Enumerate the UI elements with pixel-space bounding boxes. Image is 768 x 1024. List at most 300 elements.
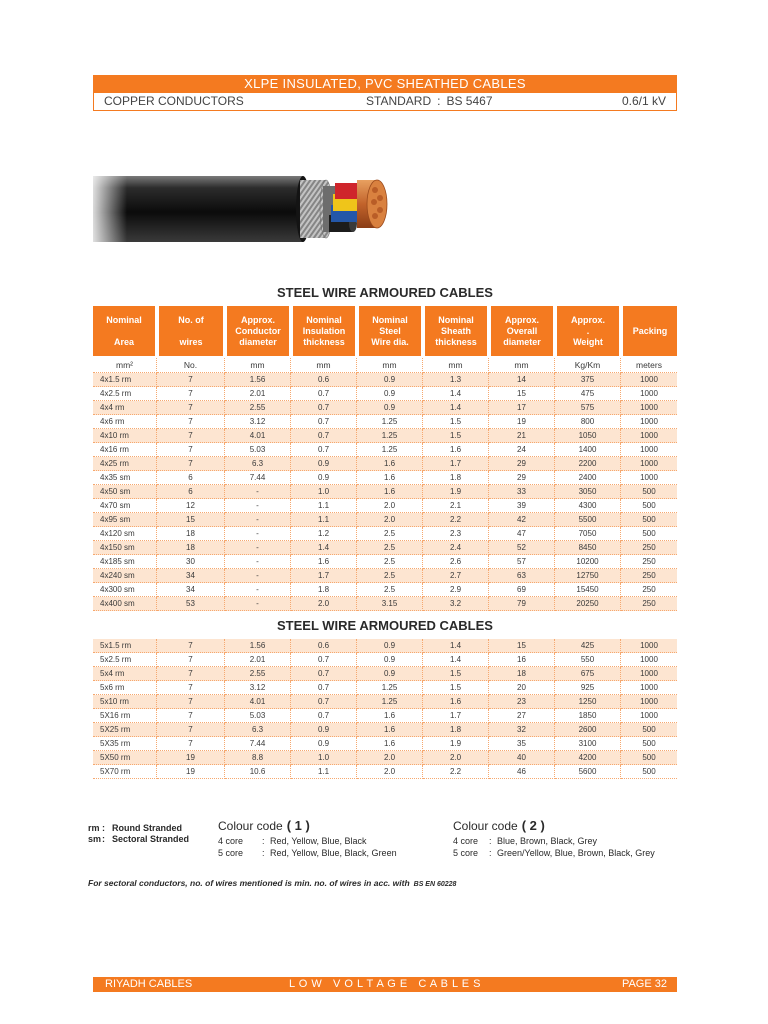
units-row: [93, 358, 677, 373]
column-header-line: Wire dia.: [371, 336, 409, 347]
table-cell: 250: [621, 583, 677, 597]
page-number: PAGE 32: [621, 978, 667, 990]
table-cell: 0.9: [291, 471, 357, 485]
table-cell: 0.9: [291, 723, 357, 737]
legend-separator: :: [102, 834, 105, 844]
table-cell: 1000: [621, 429, 677, 443]
table-row: [93, 387, 677, 401]
table-cell: 1.6: [357, 737, 423, 751]
table-cell: 8450: [555, 541, 621, 555]
cable-size-cell: 4x70 sm: [93, 499, 157, 513]
column-header-line: Weight: [573, 336, 603, 347]
colour-code-entry: [453, 847, 655, 859]
table-cell: 0.7: [291, 401, 357, 415]
table-cell: 1000: [621, 387, 677, 401]
table-cell: 1.5: [423, 681, 489, 695]
copper-conductor: [357, 180, 387, 228]
table-cell: -: [225, 597, 291, 611]
table-cell: 2.0: [357, 765, 423, 779]
table-cell: 250: [621, 569, 677, 583]
table-cell: 0.9: [357, 667, 423, 681]
table-cell: 15: [157, 513, 225, 527]
table-cell: 1.6: [357, 485, 423, 499]
table-cell: 1000: [621, 373, 677, 387]
table-cell: 33: [489, 485, 555, 499]
voltage-rating: 0.6/1 kV: [621, 94, 666, 108]
table-cell: 5500: [555, 513, 621, 527]
table-cell: 20250: [555, 597, 621, 611]
table-cell: 1.2: [291, 527, 357, 541]
table-cell: 2.5: [357, 555, 423, 569]
table-cell: -: [225, 527, 291, 541]
column-header-line: Nominal: [306, 314, 342, 325]
table-cell: 34: [157, 583, 225, 597]
table-cell: 1.1: [291, 513, 357, 527]
table-cell: 7.44: [225, 471, 291, 485]
table-cell: 1000: [621, 443, 677, 457]
table-cell: 500: [621, 765, 677, 779]
colour-code-2: [453, 818, 655, 859]
table-row: [93, 485, 677, 499]
table-cell: 1.5: [423, 667, 489, 681]
column-header-line: thickness: [435, 336, 477, 347]
table-cell: -: [225, 513, 291, 527]
table-cell: -: [225, 499, 291, 513]
table-cell: 35: [489, 737, 555, 751]
table-cell: 1.4: [423, 653, 489, 667]
cable-size-cell: 4x1.5 rm: [93, 373, 157, 387]
unit-cell: No.: [157, 358, 225, 373]
table-cell: 2.0: [357, 499, 423, 513]
core-count: 4 core: [218, 836, 244, 846]
table-cell: 42: [489, 513, 555, 527]
table-cell: 1000: [621, 695, 677, 709]
legend-separator: :: [102, 823, 105, 833]
colour-code-entry: [453, 835, 655, 847]
cable-size-cell: 4x240 sm: [93, 569, 157, 583]
table-cell: 1.5: [423, 429, 489, 443]
table-cell: 1.6: [357, 457, 423, 471]
standard-value: BS 5467: [446, 94, 493, 108]
table-row: [93, 443, 677, 457]
note-text: For sectoral conductors, no. of wires mentioned is min. no. of wires in acc. with: [88, 878, 410, 888]
table-cell: 1.25: [357, 429, 423, 443]
table-cell: 5600: [555, 765, 621, 779]
table-cell: 1.25: [357, 443, 423, 457]
table-cell: 0.7: [291, 443, 357, 457]
colour-code-number: ( 1 ): [286, 818, 310, 833]
table-cell: 4300: [555, 499, 621, 513]
table-cell: 2.5: [357, 527, 423, 541]
table-cell: 1.6: [291, 555, 357, 569]
table-cell: 0.7: [291, 695, 357, 709]
table-cell: 1.8: [291, 583, 357, 597]
cable-size-cell: 4x4 rm: [93, 401, 157, 415]
column-header-line: Nominal: [438, 314, 474, 325]
table-cell: 7: [157, 695, 225, 709]
table-row: [93, 541, 677, 555]
table-cell: 0.7: [291, 681, 357, 695]
colour-code-entry: [218, 835, 397, 847]
column-header: [623, 306, 677, 356]
table-row: [93, 401, 677, 415]
cable-size-cell: 4x25 rm: [93, 457, 157, 471]
table-cell: 375: [555, 373, 621, 387]
standard-separator: :: [437, 94, 441, 108]
table-row: [93, 667, 677, 681]
table-cell: 1.7: [291, 569, 357, 583]
table-row: [93, 513, 677, 527]
column-header: [293, 306, 355, 356]
table-cell: 2.7: [423, 569, 489, 583]
table-cell: 0.6: [291, 639, 357, 653]
stranding-legend-item: [88, 823, 189, 834]
table-cell: -: [225, 555, 291, 569]
conductor-type: COPPER CONDUCTORS: [104, 94, 244, 108]
cable-size-cell: 4x50 sm: [93, 485, 157, 499]
table-cell: 1.25: [357, 681, 423, 695]
table-cell: 2200: [555, 457, 621, 471]
stranding-description: Sectoral Stranded: [112, 834, 190, 844]
table1-body: [93, 373, 677, 611]
table-cell: 6.3: [225, 723, 291, 737]
core-colours: Red, Yellow, Blue, Black, Green: [270, 848, 397, 858]
table-cell: 4.01: [225, 695, 291, 709]
footer-company: RIYADH CABLES: [105, 978, 193, 990]
column-header-line: thickness: [303, 336, 345, 347]
table-row: [93, 429, 677, 443]
table-cell: 1.4: [423, 387, 489, 401]
table-cell: 2.0: [357, 513, 423, 527]
table-cell: 7: [157, 401, 225, 415]
table-cell: 1.1: [291, 765, 357, 779]
cable-outer-sheath: [93, 176, 310, 242]
note-standard: BS EN 60228: [413, 881, 457, 888]
table-cell: 2.1: [423, 499, 489, 513]
table-cell: 2.0: [357, 751, 423, 765]
table-cell: 7: [157, 639, 225, 653]
table-cell: 1.0: [291, 485, 357, 499]
stranding-legend: [88, 823, 189, 845]
table-cell: 2.0: [291, 597, 357, 611]
table-cell: 7: [157, 681, 225, 695]
table-cell: -: [225, 541, 291, 555]
table-cell: 0.9: [357, 373, 423, 387]
table-cell: 3100: [555, 737, 621, 751]
table-cell: 2.2: [423, 765, 489, 779]
specification-bar: [93, 93, 677, 111]
table-cell: 675: [555, 667, 621, 681]
table-cell: 29: [489, 457, 555, 471]
table-cell: 30: [157, 555, 225, 569]
core-colours: Blue, Brown, Black, Grey: [497, 836, 598, 846]
table-row: [93, 415, 677, 429]
table-cell: 0.7: [291, 429, 357, 443]
table-cell: 1.7: [423, 457, 489, 471]
table-cell: 3.2: [423, 597, 489, 611]
core-count: 5 core: [453, 848, 479, 858]
table-cell: 19: [157, 751, 225, 765]
table-cell: 19: [489, 415, 555, 429]
core-colours: Green/Yellow, Blue, Brown, Black, Grey: [497, 848, 655, 858]
table-cell: 1000: [621, 667, 677, 681]
sectoral-conductor-note: [88, 878, 456, 888]
column-header-line: Steel: [379, 325, 401, 336]
table-cell: 21: [489, 429, 555, 443]
column-header-line: Approx.: [504, 314, 539, 325]
table-cell: 69: [489, 583, 555, 597]
table-row: [93, 457, 677, 471]
table-cell: 18: [157, 541, 225, 555]
table-row: [93, 639, 677, 653]
table-cell: 1.8: [423, 723, 489, 737]
cable-size-cell: 4x16 rm: [93, 443, 157, 457]
table-cell: 1.0: [291, 751, 357, 765]
table-cell: 1.6: [423, 695, 489, 709]
table-cell: 0.9: [357, 653, 423, 667]
table-cell: -: [225, 485, 291, 499]
table-cell: 7: [157, 737, 225, 751]
table-cell: 0.9: [357, 387, 423, 401]
table2-body: [93, 639, 677, 779]
table-cell: 14: [489, 373, 555, 387]
legend-separator: :: [262, 848, 265, 858]
table-cell: 12750: [555, 569, 621, 583]
colour-code-title: [218, 818, 397, 835]
table-cell: 16: [489, 653, 555, 667]
table-cell: 1000: [621, 639, 677, 653]
column-header-line: No. of: [178, 315, 204, 325]
cable-size-cell: 4x95 sm: [93, 513, 157, 527]
column-header-line: Packing: [632, 325, 668, 336]
table-cell: 47: [489, 527, 555, 541]
stranding-code: sm: [88, 834, 102, 844]
table-cell: 1.56: [225, 639, 291, 653]
table-cell: 0.7: [291, 653, 357, 667]
cable-illustration: [93, 168, 393, 250]
table-cell: 15: [489, 387, 555, 401]
column-header-line: diameter: [239, 336, 277, 347]
colour-code-label: Colour code: [453, 819, 518, 833]
table-cell: 1850: [555, 709, 621, 723]
unit-cell: mm: [489, 358, 555, 373]
cable-size-cell: 4x10 rm: [93, 429, 157, 443]
table-row: [93, 765, 677, 779]
cable-size-cell: 5X25 rm: [93, 723, 157, 737]
cable-size-cell: 5x6 rm: [93, 681, 157, 695]
table-cell: 34: [157, 569, 225, 583]
table-row: [93, 583, 677, 597]
cable-size-cell: 5x4 rm: [93, 667, 157, 681]
table-cell: 1400: [555, 443, 621, 457]
column-header-line: Area: [113, 337, 134, 347]
table-cell: 17: [489, 401, 555, 415]
table-cell: 46: [489, 765, 555, 779]
table-cell: 3.15: [357, 597, 423, 611]
table-cell: 7: [157, 443, 225, 457]
table-cell: 1000: [621, 401, 677, 415]
table-cell: 1.6: [357, 723, 423, 737]
table-cell: 5.03: [225, 443, 291, 457]
table-cell: 0.7: [291, 667, 357, 681]
column-header: [557, 306, 619, 356]
table-row: [93, 695, 677, 709]
table-cell: 500: [621, 499, 677, 513]
cable-size-cell: 4x185 sm: [93, 555, 157, 569]
table-cell: 7: [157, 723, 225, 737]
table-cell: -: [225, 569, 291, 583]
core-count: 4 core: [453, 836, 479, 846]
table-cell: 2.5: [357, 569, 423, 583]
column-header: [93, 306, 155, 356]
unit-cell: Kg/Km: [555, 358, 621, 373]
cable-size-cell: 5x1.5 rm: [93, 639, 157, 653]
table-cell: 1000: [621, 709, 677, 723]
column-header-line: Overall: [506, 325, 538, 336]
table-cell: 0.9: [291, 737, 357, 751]
column-header-line: .: [586, 325, 590, 336]
table-cell: 1.6: [357, 709, 423, 723]
table-cell: 475: [555, 387, 621, 401]
table-cell: 7: [157, 415, 225, 429]
legend-separator: :: [262, 836, 265, 846]
table-cell: 24: [489, 443, 555, 457]
core-colours: Red, Yellow, Blue, Black: [270, 836, 367, 846]
cable-size-cell: 5X70 rm: [93, 765, 157, 779]
table-row: [93, 737, 677, 751]
table-row: [93, 751, 677, 765]
colour-code-number: ( 2 ): [521, 818, 545, 833]
table-row: [93, 373, 677, 387]
cable-size-cell: 5X35 rm: [93, 737, 157, 751]
table-cell: 7: [157, 667, 225, 681]
table-cell: 10.6: [225, 765, 291, 779]
table-cell: 1.8: [423, 471, 489, 485]
table-cell: 3.12: [225, 681, 291, 695]
standard-label: STANDARD: [366, 94, 432, 108]
table-cell: 6: [157, 471, 225, 485]
table-cell: 1.9: [423, 485, 489, 499]
column-header: [227, 306, 289, 356]
cable-size-cell: 4x120 sm: [93, 527, 157, 541]
column-header-line: Nominal: [372, 314, 408, 325]
table-cell: 2.55: [225, 401, 291, 415]
page-footer: [93, 977, 677, 992]
unit-cell: mm: [291, 358, 357, 373]
table-cell: 7: [157, 457, 225, 471]
table-cell: 63: [489, 569, 555, 583]
table-row: [93, 597, 677, 611]
stranding-code: rm: [88, 823, 100, 833]
column-header-line: wires: [179, 337, 203, 347]
table-cell: 1000: [621, 681, 677, 695]
table-cell: 1.7: [423, 709, 489, 723]
table-cell: 1050: [555, 429, 621, 443]
table-cell: 500: [621, 513, 677, 527]
table-cell: 10200: [555, 555, 621, 569]
table-cell: 0.7: [291, 387, 357, 401]
table-cell: 5.03: [225, 709, 291, 723]
table-row: [93, 555, 677, 569]
column-header-line: Insulation: [302, 325, 346, 336]
table-cell: 27: [489, 709, 555, 723]
table-cell: 3050: [555, 485, 621, 499]
table-row: [93, 681, 677, 695]
table-cell: 1.9: [423, 737, 489, 751]
table-row: [93, 527, 677, 541]
table1-title: STEEL WIRE ARMOURED CABLES: [277, 285, 493, 300]
table-cell: 1000: [621, 471, 677, 485]
table-cell: 500: [621, 737, 677, 751]
cable-size-cell: 4x400 sm: [93, 597, 157, 611]
column-header: [491, 306, 553, 356]
table-cell: 2400: [555, 471, 621, 485]
table-row: [93, 471, 677, 485]
table-cell: 7.44: [225, 737, 291, 751]
table1-units: [93, 358, 677, 373]
document-title-bar: [93, 75, 677, 93]
table-row: [93, 653, 677, 667]
table-cell: 250: [621, 555, 677, 569]
table-cell: 500: [621, 751, 677, 765]
table-cell: 500: [621, 485, 677, 499]
table-cell: 7: [157, 429, 225, 443]
unit-cell: mm: [423, 358, 489, 373]
table-cell: 0.9: [357, 639, 423, 653]
table-cell: 2.4: [423, 541, 489, 555]
table-cell: 7: [157, 709, 225, 723]
column-header-line: Approx.: [240, 314, 275, 325]
table-cell: 1.4: [291, 541, 357, 555]
standard-reference: [366, 93, 493, 110]
table-cell: 39: [489, 499, 555, 513]
table-cell: 1000: [621, 653, 677, 667]
table-cell: 1.25: [357, 695, 423, 709]
colour-code-label: Colour code: [218, 819, 283, 833]
table-cell: 250: [621, 597, 677, 611]
table-cell: 1.56: [225, 373, 291, 387]
table-cell: 1.6: [423, 443, 489, 457]
table-cell: 1.25: [357, 415, 423, 429]
colour-code-title: [453, 818, 655, 835]
table-row: [93, 499, 677, 513]
table-cell: 15: [489, 639, 555, 653]
table-cell: 1.5: [423, 415, 489, 429]
column-header-line: Nominal: [106, 315, 142, 325]
table-cell: 925: [555, 681, 621, 695]
column-header-line: Approx.: [570, 314, 605, 325]
table-cell: 0.6: [291, 373, 357, 387]
table-cell: 550: [555, 653, 621, 667]
table-cell: 0.7: [291, 415, 357, 429]
table1-header: [93, 306, 677, 356]
table-cell: 0.9: [357, 401, 423, 415]
column-header: [425, 306, 487, 356]
table-cell: 20: [489, 681, 555, 695]
table-cell: 57: [489, 555, 555, 569]
cable-size-cell: 4x300 sm: [93, 583, 157, 597]
legend-separator: :: [489, 848, 492, 858]
table-cell: 6: [157, 485, 225, 499]
cable-size-cell: 4x35 sm: [93, 471, 157, 485]
unit-cell: mm²: [93, 358, 157, 373]
table-cell: 500: [621, 527, 677, 541]
table-cell: 4200: [555, 751, 621, 765]
table-cell: 2.2: [423, 513, 489, 527]
table-cell: 6.3: [225, 457, 291, 471]
table-cell: 79: [489, 597, 555, 611]
table-cell: 1.6: [357, 471, 423, 485]
